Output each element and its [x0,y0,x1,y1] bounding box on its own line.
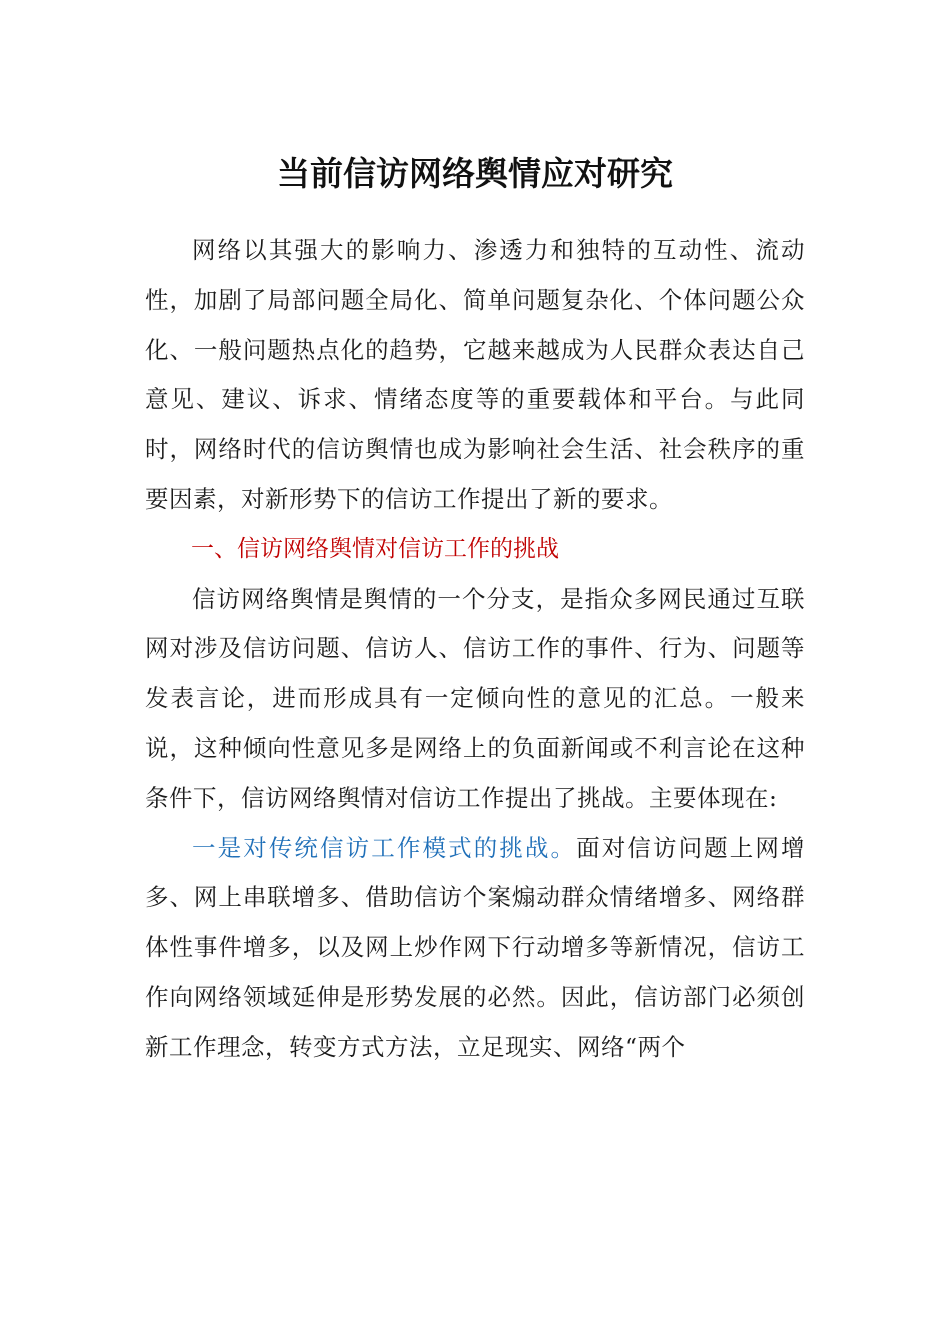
paragraph-section1: 信访网络舆情是舆情的一个分支，是指众多网民通过互联网对涉及信访问题、信访人、信访工作的事件、行为、问题等发表言论，进而形成具有一定倾向性的意见的汇总。一般来说，这种倾向性意见多是网络上的负面新闻或不利言论在这种条件下，信访网络舆情对信访工作提出了挑战。主要体现在: [145,584,805,812]
section-heading-1: 一、信访网络舆情对信访工作的挑战 [191,535,559,562]
paragraph-intro: 网络以其强大的影响力、渗透力和独特的互动性、流动性，加剧了局部问题全局化、简单问题复杂化、个体问题公众化、一般问题热点化的趋势，它越来越成为人民群众表达自己意见、建议、诉求、情绪态度等的重要载体和平台。与此同时，网络时代的信访舆情也成为影响社会生活、社会秩序的重要因素，对新形势下的信访工作提出了新的要求。 [145,236,805,513]
document-page [145,0,805,1344]
point1-body: 面对信访问题上网增多、网上串联增多、借助信访个案煽动群众情绪增多、网络群体性事件增多，以及网上炒作网下行动增多等新情况，信访工作向网络领域延伸是形势发展的必然。因此，信访部门必须创新工作理念，转变方式方法，立足现实、网络“两个 [145,833,806,1061]
document-title: 当前信访网络舆情应对研究 [277,154,673,193]
paragraph-point1 [145,824,805,1073]
document-body [145,226,805,1073]
point1-lead: 一是对传统信访工作模式的挑战。 [192,833,577,862]
